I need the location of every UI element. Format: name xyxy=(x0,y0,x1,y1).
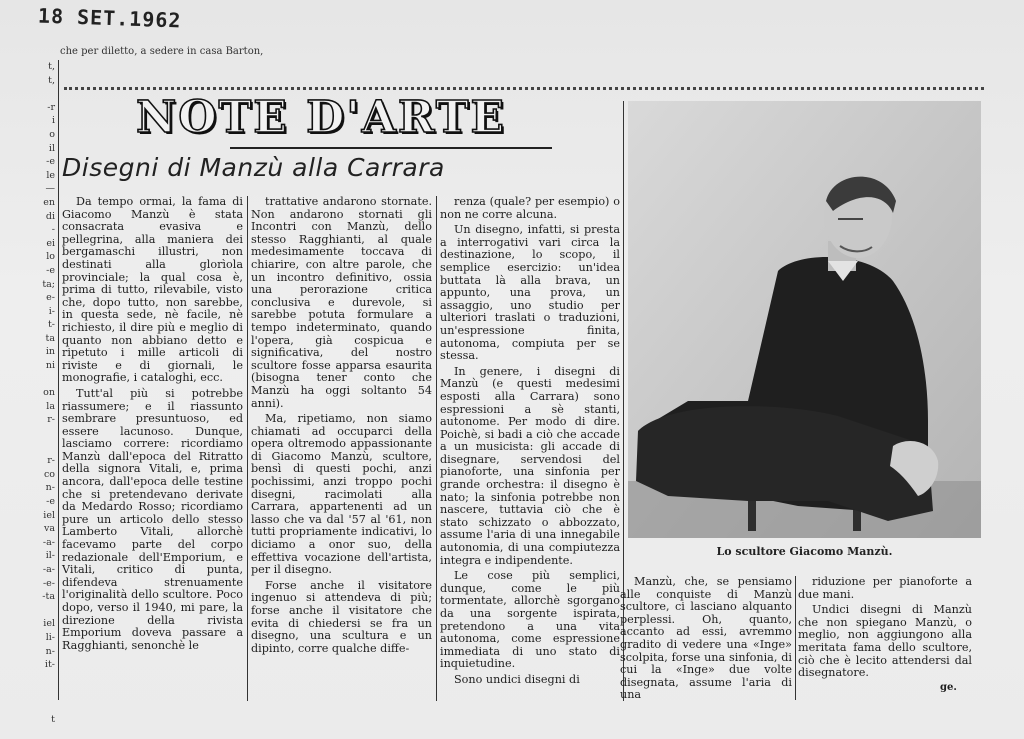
column-rule xyxy=(795,576,796,700)
article-column-1 xyxy=(62,196,243,704)
margin-fragment: - xyxy=(51,224,55,236)
margin-fragment: il xyxy=(48,142,55,154)
margin-fragment: -e xyxy=(46,264,55,276)
margin-fragment: -e xyxy=(46,156,55,168)
margin-fragment: o xyxy=(49,128,55,140)
photo-caption: Lo scultore Giacomo Manzù. xyxy=(716,545,893,558)
margin-fragment xyxy=(33,699,55,713)
margin-fragment: on xyxy=(43,387,55,399)
margin-fragment: ni xyxy=(45,360,55,372)
margin-fragment: -e xyxy=(46,496,55,507)
margin-fragment: n- xyxy=(45,482,55,494)
article-paragraph: trattative andarono stornate. Non andarono stornati gli Incontri con Manzù, dello stesso Ragghianti, al quale medesimamente toccava di chiarire, con altre parole, che un incontro definitivo, ossia una perorazione critica conclusiva e durevole, si sarebbe potuta formulare a tempo indeterminato, quando l'opera, già cospicua e significativa, del nostro scultore fosse apparsa esaurita (bisogna tener conto che Manzù ha oggi soltanto 54 anni). xyxy=(251,195,432,410)
margin-fragment: t, xyxy=(48,61,55,72)
article-paragraph: riduzione per pianoforte a due mani. xyxy=(798,575,972,601)
article-column-2 xyxy=(251,196,432,704)
masthead-title: NOTE D'ARTE xyxy=(136,92,506,143)
margin-fragment: li- xyxy=(45,631,55,643)
margin-fragment xyxy=(33,441,55,455)
margin-fragment: in xyxy=(45,346,55,358)
margin-fragment: i- xyxy=(48,305,55,317)
margin-fragment: co xyxy=(43,468,55,480)
margin-fragment: n- xyxy=(45,645,55,657)
column-rule xyxy=(436,196,437,701)
margin-fragment: it- xyxy=(44,659,55,671)
margin-fragment: t, xyxy=(48,74,55,86)
article-column-5 xyxy=(798,576,972,680)
margin-fragment: -a- xyxy=(42,536,55,548)
article-paragraph: Ma, ripetiamo, non siamo chiamati ad occuparci della opera oltremodo appassionante di Giacomo Manzù, scultore, bensì di questi pochi, anzi pochissimi, anzi troppo pochi disegni, racimolati alla Carrara, appartenenti ad un lasso che va dal '57 al '61, non tutti propriamente indicativi, lo diciamo a onor suo, della effettiva vocazione dell'artista, per il disegno. xyxy=(251,412,432,577)
margin-fragment: di xyxy=(45,210,55,222)
margin-fragment: — xyxy=(45,183,55,195)
article-paragraph: Tutt'al più si potrebbe riassumere; e il riassunto sembrare presuntuoso, ed essere lacunoso. Dunque, lasciamo correre: ricordiamo Manzù dall'epoca del Ritratto della signora Vitali, e, prima ancora, dall'epoca delle testine che si pretendevano derivate da Medardo Rosso; ricordiamo pure un articolo dello stesso Lamberto Vitali, allorchè facevamo parte del corpo redazionale dell'Emporium, e Vitali, critico di punta, difendeva strenuamente l'originalità dello scultore. Poco dopo, verso il 1940, mi pare, la direzione della rivista Emporium doveva passare a Ragghianti, senonchè le xyxy=(62,386,243,652)
left-margin-column-fragments xyxy=(33,60,55,725)
margin-fragment: t xyxy=(51,713,55,725)
article-paragraph: Sono undici disegni di xyxy=(454,672,580,686)
margin-fragment xyxy=(33,373,55,387)
margin-fragment: r- xyxy=(47,414,55,426)
margin-fragment: i xyxy=(51,115,55,127)
article-paragraph: Le cose più semplici, dunque, come le più tormentate, allorchè sgorgano da una sorgente ispirata, pretendono a una vita autonoma, come espressione immediata di uno stato di inquietudine. xyxy=(440,569,620,671)
margin-fragment: -r xyxy=(47,101,55,113)
margin-fragment xyxy=(33,685,55,699)
margin-fragment: iel xyxy=(43,618,55,630)
margin-fragment: iel xyxy=(43,509,55,521)
margin-fragment: ta; xyxy=(42,278,55,290)
margin-fragment xyxy=(33,604,55,618)
margin-fragment: e- xyxy=(46,292,55,304)
date-stamp: 18 SET.1962 xyxy=(37,3,182,33)
article-paragraph: Manzù, che, se pensiamo alle conquiste di Manzù scultore, ci lasciano alquanto perplessi. Oh, quanto, accanto ad essi, avremmo gradito di vedere una «Inge» scolpita, forse una sinfonia, di cui la «Inge» due volte disegnata, assume l'aria di una xyxy=(620,575,792,702)
margin-fragment: t- xyxy=(47,319,55,331)
margin-fragment xyxy=(33,672,55,686)
article-paragraph: In genere, i disegni di Manzù (e questi medesimi esposti alla Carrara) sono espressioni a sè stanti, autonome. Per modo di dire. Poichè, si badi a ciò che accade a un musicista: gli accade di disegnare, servendosi del pianoforte, una sinfonia per grande orchestra: il disegno è nato; la sinfonia potrebbe non nascere, tuttavia ciò che è stato schizzato o abbozzato, assume l'aria di una innegabile autonomia, di una compiutezza integra e indipendente. xyxy=(440,364,620,567)
margin-fragment: ta xyxy=(45,332,55,344)
margin-fragment: en xyxy=(43,196,55,208)
article-paragraph: Un disegno, infatti, si presta a interrogativi vari circa la destinazione, lo scopo, il semplice esercizio: un'idea buttata là alla brava, un appunto, una prova, un assaggio, uno studio per ulteriori traslati o traduzioni, un'espressione finita, autonoma, compiuta per se stessa. xyxy=(440,223,620,363)
author-signature: ge. xyxy=(940,682,957,693)
article-paragraph: renza (quale? per esempio) o non ne corre alcuna. xyxy=(440,195,620,221)
article-paragraph: Undici disegni di Manzù che non spiegano Manzù, o meglio, non aggiungono alla meritata fama dello scultore, ciò che è lecito attendersi dal disegnatore. xyxy=(798,603,972,680)
article-paragraph: Da tempo ormai, la fama di Giacomo Manzù è stata consacrata evasiva e pellegrina, alla maniera dei bergamaschi illustri, non destinati alla glorìola provinciale; la qual cosa è, prima di tutto, rilevabile, visto che, dopo tutto, non sarebbe, in questa sede, nè facile, nè richiesto, il dire più e meglio di quanto non abbiano detto e ripetuto i mille articoli di riviste e di giornali, le monografie, i cataloghi, ecc. xyxy=(62,195,243,385)
margin-fragment xyxy=(33,427,55,441)
margin-fragment: va xyxy=(43,523,55,535)
column-rule xyxy=(247,196,248,701)
margin-fragment xyxy=(33,87,55,101)
previous-article-fragment: che per diletto, a sedere in casa Barton, xyxy=(60,46,264,57)
article-headline: Disegni di Manzù alla Carrara xyxy=(62,153,445,182)
article-column-4 xyxy=(620,575,792,702)
left-column-rule xyxy=(58,60,59,700)
margin-fragment: lo xyxy=(46,251,55,263)
margin-fragment: la xyxy=(46,400,55,412)
margin-fragment: r- xyxy=(47,455,55,467)
article-paragraph: Forse anche il visitatore ingenuo si attendeva di più; forse anche il visitatore che evita di chiedersi se fra un disegno, una scultura e un dipinto, corre qualche diffe- xyxy=(251,578,432,655)
article-column-3 xyxy=(440,196,620,704)
margin-fragment: -ta xyxy=(42,591,55,603)
sculptor-photo xyxy=(628,101,981,538)
margin-fragment: le xyxy=(46,169,55,181)
margin-fragment: -a- xyxy=(42,563,55,575)
margin-fragment: -e- xyxy=(42,577,55,589)
margin-fragment: il- xyxy=(45,550,55,562)
margin-fragment: ei xyxy=(46,237,55,249)
masthead-underline xyxy=(230,147,552,149)
